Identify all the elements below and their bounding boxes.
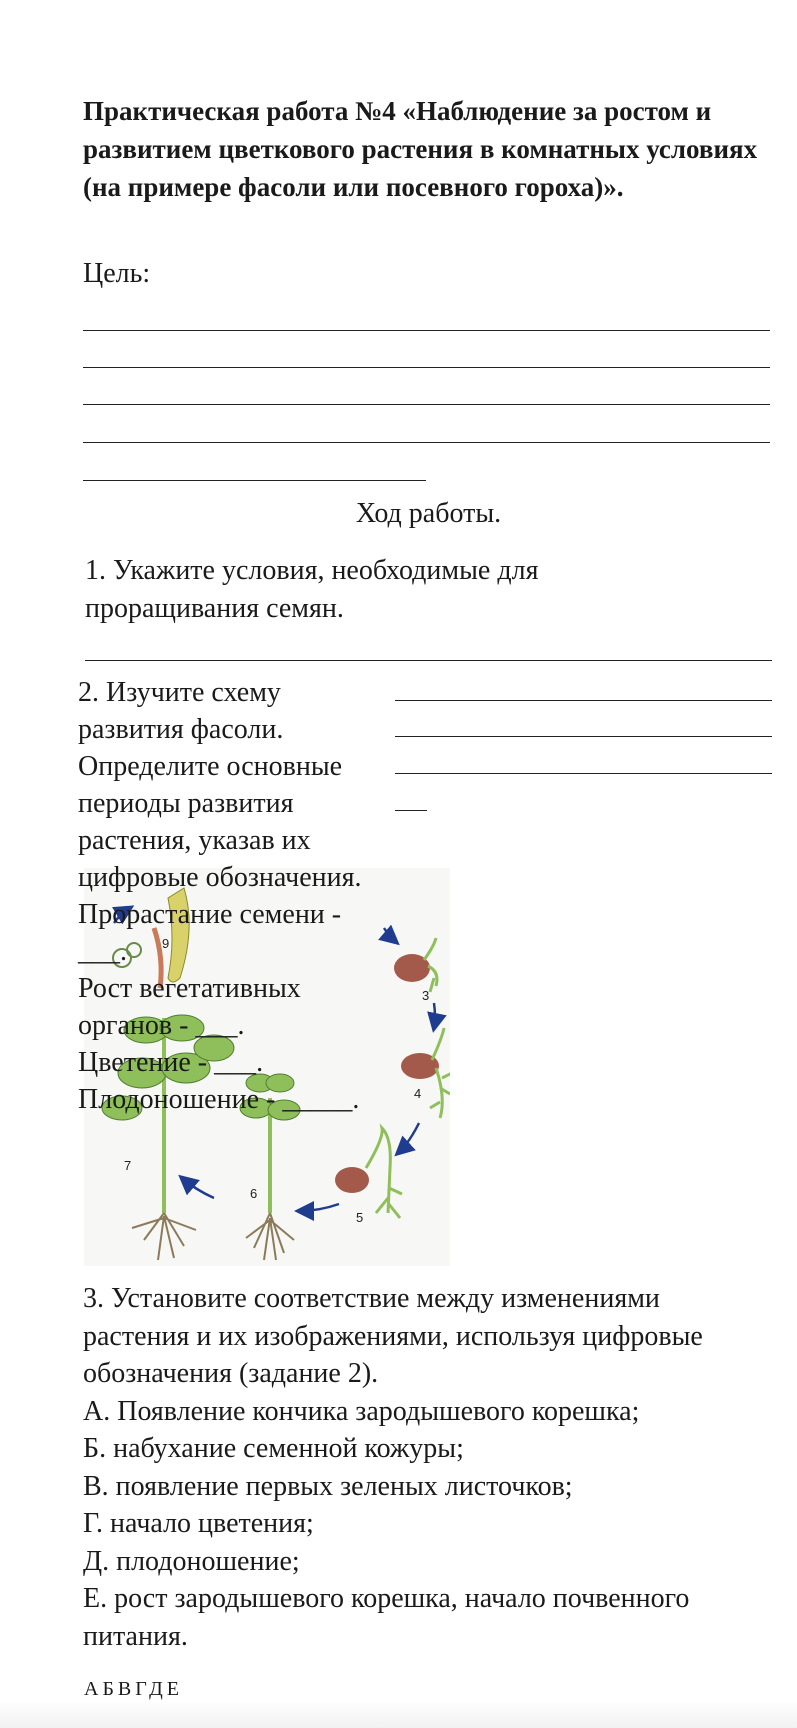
goal-answer-line[interactable] bbox=[83, 480, 426, 481]
task-2-line: периоды развития bbox=[78, 788, 294, 819]
task-2-answer-line[interactable] bbox=[395, 700, 772, 701]
task-3-line: 3. Установите соответствие между изменениями bbox=[83, 1283, 660, 1314]
task-2-line: Рост вегетативных bbox=[78, 973, 301, 1004]
task-3-line: Б. набухание семенной кожуры; bbox=[83, 1433, 464, 1464]
answer-letters-row: АБВГДЕ bbox=[84, 1678, 183, 1700]
page-title: Практическая работа №4 «Наблюдение за ростом и развитием цветкового растения в комнатных условиях (на примере фасоли или посевного гороха)». bbox=[83, 96, 758, 202]
goal-label: Цель: bbox=[83, 258, 151, 289]
task-2-line: Прорастание семени - bbox=[78, 899, 342, 930]
stage-number: 5 bbox=[356, 1210, 364, 1225]
task-3-line: А. Появление кончика зародышевого корешка; bbox=[83, 1395, 640, 1427]
stage-number: 7 bbox=[124, 1158, 132, 1173]
task-2-line: развития фасоли. bbox=[78, 714, 284, 745]
goal-answer-line[interactable] bbox=[83, 330, 770, 331]
task-3-line: Д. плодоношение; bbox=[83, 1545, 300, 1577]
stage-number: 3 bbox=[422, 988, 430, 1003]
task-3-line: питания. bbox=[83, 1620, 188, 1652]
task-3-line: В. появление первых зеленых листочков; bbox=[83, 1470, 573, 1502]
task-2-line: 2. Изучите схему bbox=[78, 677, 281, 708]
task-3-text bbox=[83, 1280, 783, 1655]
task-2-text bbox=[78, 674, 408, 1118]
goal-answer-line[interactable] bbox=[83, 367, 770, 368]
task-3-line: Е. рост зародышевого корешка, начало почвенного bbox=[83, 1583, 690, 1614]
task-2-line: растения, указав их bbox=[78, 825, 311, 856]
stage-number: 6 bbox=[250, 1186, 258, 1201]
task-3-line: Г. начало цветения; bbox=[83, 1508, 314, 1539]
stage-number: 9 bbox=[162, 936, 170, 951]
task-1-answer-line[interactable] bbox=[85, 660, 772, 661]
task-1-text: 1. Укажите условия, необходимые для проращивания семян. bbox=[85, 555, 539, 624]
page-bottom-fade bbox=[0, 1700, 797, 1728]
task-2-line: Определите основные bbox=[78, 751, 343, 782]
stage-number: 4 bbox=[414, 1086, 422, 1101]
task-2-line: органов - ___. bbox=[78, 1010, 245, 1041]
goal-answer-line[interactable] bbox=[83, 404, 770, 405]
task-2-line: Плодоношение - _____. bbox=[78, 1084, 360, 1115]
task-2-line: цифровые обозначения. bbox=[78, 862, 362, 893]
task-3-line: растения и их изображениями, используя цифровые bbox=[83, 1320, 703, 1352]
task-2-line: Цветение - ___. bbox=[78, 1047, 264, 1078]
goal-answer-line[interactable] bbox=[83, 442, 770, 443]
task-2-line: ___. bbox=[78, 936, 127, 967]
course-heading: Ход работы. bbox=[355, 498, 502, 529]
task-2-answer-line[interactable] bbox=[395, 736, 772, 737]
task-3-line: обозначения (задание 2). bbox=[83, 1358, 379, 1389]
task-2-answer-line[interactable] bbox=[395, 773, 772, 774]
